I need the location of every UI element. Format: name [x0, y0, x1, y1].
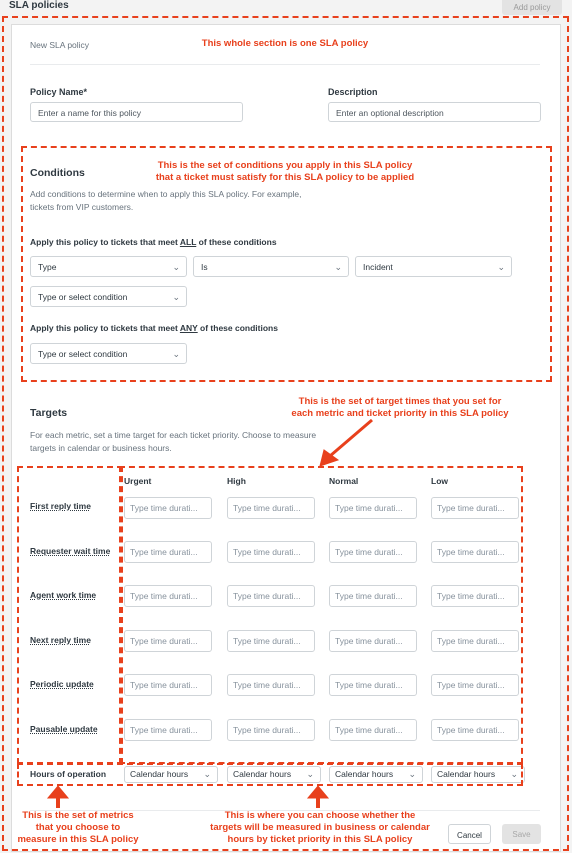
- target-input-requester-wait-time-normal[interactable]: Type time durati...: [329, 541, 417, 563]
- target-input-next-reply-time-low[interactable]: Type time durati...: [431, 630, 519, 652]
- target-input-next-reply-time-normal[interactable]: Type time durati...: [329, 630, 417, 652]
- metric-first-reply-time: First reply time: [30, 501, 91, 511]
- target-input-first-reply-time-urgent[interactable]: Type time durati...: [124, 497, 212, 519]
- chevron-down-icon: ⌄: [172, 262, 180, 272]
- target-input-pausable-update-urgent[interactable]: Type time durati...: [124, 719, 212, 741]
- target-input-periodic-update-normal[interactable]: Type time durati...: [329, 674, 417, 696]
- conditions-heading: Conditions: [30, 167, 85, 179]
- priority-header-high: High: [227, 476, 246, 486]
- metric-next-reply-time: Next reply time: [30, 635, 91, 645]
- condition-value-value: Incident: [363, 262, 393, 272]
- priority-header-urgent: Urgent: [124, 476, 152, 486]
- all-suffix: of these conditions: [196, 237, 277, 247]
- annotation-conditions-note-1: This is the set of conditions you apply in this SLA policy: [157, 160, 413, 171]
- target-input-pausable-update-normal[interactable]: Type time durati...: [329, 719, 417, 741]
- add-all-condition-placeholder: Type or select condition: [38, 292, 128, 302]
- target-input-requester-wait-time-urgent[interactable]: Type time durati...: [124, 541, 212, 563]
- target-input-periodic-update-high[interactable]: Type time durati...: [227, 674, 315, 696]
- target-input-agent-work-time-high[interactable]: Type time durati...: [227, 585, 315, 607]
- target-input-agent-work-time-urgent[interactable]: Type time durati...: [124, 585, 212, 607]
- target-input-requester-wait-time-high[interactable]: Type time durati...: [227, 541, 315, 563]
- annotation-conditions-note-2: that a ticket must satisfy for this SLA policy to be applied: [155, 172, 415, 183]
- arrow-metrics-head: [48, 786, 68, 798]
- target-input-periodic-update-urgent[interactable]: Type time durati...: [124, 674, 212, 696]
- hours-select-value: Calendar hours: [233, 769, 292, 779]
- metric-periodic-update: Periodic update: [30, 679, 94, 689]
- any-keyword: ANY: [179, 323, 198, 333]
- hours-select-value: Calendar hours: [335, 769, 394, 779]
- chevron-down-icon: ⌄: [334, 262, 342, 272]
- target-input-pausable-update-low[interactable]: Type time durati...: [431, 719, 519, 741]
- all-keyword: ALL: [179, 237, 197, 247]
- arrow-hours-head: [308, 786, 328, 798]
- annotation-targets-note-1: This is the set of target times that you set for: [298, 396, 502, 407]
- policy-name-input[interactable]: Enter a name for this policy: [30, 102, 243, 122]
- chevron-down-icon: ⌄: [306, 769, 314, 779]
- target-input-pausable-update-high[interactable]: Type time durati...: [227, 719, 315, 741]
- chevron-down-icon: ⌄: [172, 349, 180, 359]
- all-prefix: Apply this policy to tickets that meet: [30, 237, 180, 247]
- annotation-metrics-note-3: measure in this SLA policy: [17, 834, 139, 845]
- chevron-down-icon: ⌄: [408, 769, 416, 779]
- target-input-requester-wait-time-low[interactable]: Type time durati...: [431, 541, 519, 563]
- annotation-policy-note: This whole section is one SLA policy: [201, 38, 369, 49]
- target-input-periodic-update-low[interactable]: Type time durati...: [431, 674, 519, 696]
- annotation-hours-note-2: targets will be measured in business or calendar: [210, 822, 430, 833]
- arrow-targets-line: [330, 420, 372, 456]
- target-input-next-reply-time-urgent[interactable]: Type time durati...: [124, 630, 212, 652]
- targets-help: For each metric, set a time target for each ticket priority. Choose to measure targets in calendar or business hours.: [30, 430, 317, 453]
- target-input-first-reply-time-normal[interactable]: Type time durati...: [329, 497, 417, 519]
- add-policy-button[interactable]: Add policy: [502, 0, 562, 15]
- annotation-metrics-note-2: that you choose to: [35, 822, 121, 833]
- priority-header-normal: Normal: [329, 476, 359, 486]
- chevron-down-icon: ⌄: [203, 769, 211, 779]
- annotation-targets-note-2: each metric and ticket priority in this SLA policy: [291, 408, 509, 419]
- annotation-hours-note-1: This is where you can choose whether the: [224, 810, 416, 821]
- metric-pausable-update: Pausable update: [30, 724, 98, 734]
- policy-name-label: Policy Name*: [30, 87, 88, 97]
- annotation-hours-note-3: hours by ticket priority in this SLA policy: [227, 834, 413, 845]
- metric-requester-wait-time: Requester wait time: [30, 546, 111, 556]
- chevron-down-icon: ⌄: [497, 262, 505, 272]
- priority-header-low: Low: [431, 476, 448, 486]
- hours-select-value: Calendar hours: [437, 769, 496, 779]
- conditions-help: Add conditions to determine when to apply this SLA policy. For example, tickets from VIP customers.: [30, 189, 302, 212]
- target-input-agent-work-time-low[interactable]: Type time durati...: [431, 585, 519, 607]
- target-input-first-reply-time-low[interactable]: Type time durati...: [431, 497, 519, 519]
- annotation-metrics-note-1: This is the set of metrics: [22, 810, 134, 821]
- chevron-down-icon: ⌄: [172, 292, 180, 302]
- condition-operator-value: Is: [201, 262, 208, 272]
- hours-of-operation-label: Hours of operation: [30, 769, 107, 779]
- metric-agent-work-time: Agent work time: [30, 590, 97, 600]
- add-any-condition-placeholder: Type or select condition: [38, 349, 128, 359]
- description-input[interactable]: Enter an optional description: [328, 102, 541, 122]
- target-input-agent-work-time-normal[interactable]: Type time durati...: [329, 585, 417, 607]
- save-button[interactable]: Save: [502, 824, 541, 844]
- cancel-button[interactable]: Cancel: [448, 824, 491, 844]
- description-label: Description: [328, 87, 378, 97]
- target-input-next-reply-time-high[interactable]: Type time durati...: [227, 630, 315, 652]
- any-prefix: Apply this policy to tickets that meet: [30, 323, 180, 333]
- section-title: New SLA policy: [30, 40, 90, 50]
- page-title: SLA policies: [9, 0, 69, 11]
- hours-select-value: Calendar hours: [130, 769, 189, 779]
- target-input-first-reply-time-high[interactable]: Type time durati...: [227, 497, 315, 519]
- targets-heading: Targets: [30, 407, 68, 419]
- condition-field-value: Type: [38, 262, 57, 272]
- any-suffix: of these conditions: [197, 323, 278, 333]
- chevron-down-icon: ⌄: [510, 769, 518, 779]
